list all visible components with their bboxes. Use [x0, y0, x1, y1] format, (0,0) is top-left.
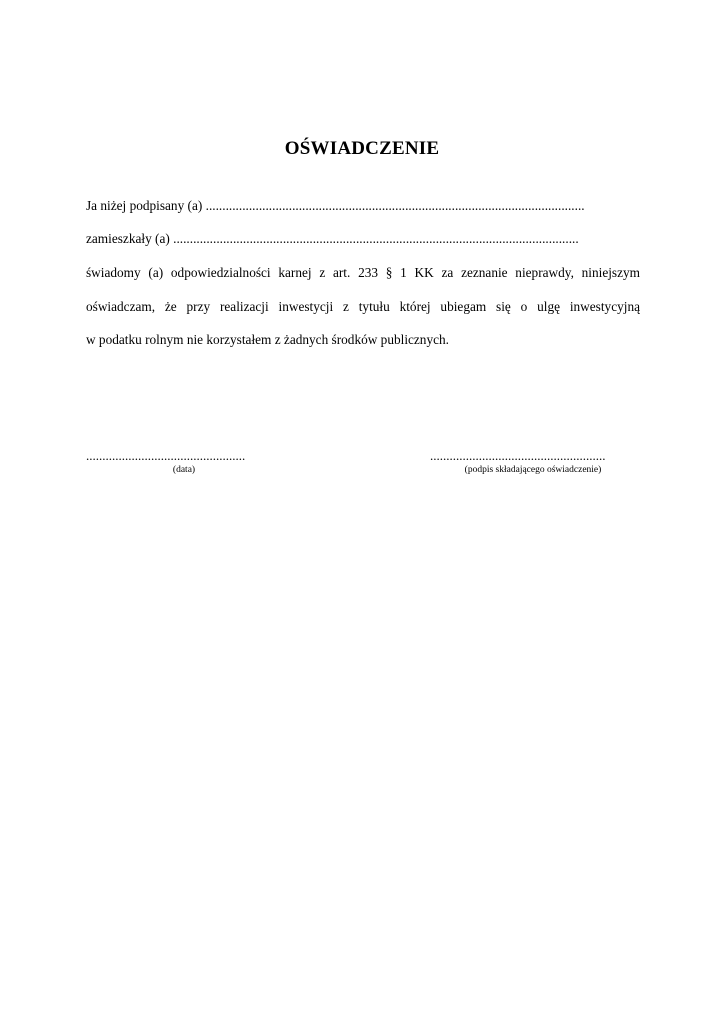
- signature-dotted-line: ......................................................: [430, 448, 606, 463]
- signature-caption: (podpis składającego oświadczenie): [464, 465, 602, 475]
- date-caption: (data): [172, 465, 196, 475]
- document-title: OŚWIADCZENIE: [284, 138, 440, 159]
- statement-line-3: w podatku rolnym nie korzystałem z żadnych środków publicznych.: [86, 332, 449, 347]
- statement-line-1: świadomy (a) odpowiedzialności karnej z art. 233 § 1 KK za zeznanie nieprawdy, niniejszym: [86, 265, 640, 280]
- statement-line-2: oświadczam, że przy realizacji inwestycji z tytułu której ubiegam się o ulgę inwestycyjną: [86, 299, 640, 314]
- residence-line: zamieszkały (a) ..........................................................................................................................: [86, 231, 579, 246]
- date-dotted-line: .................................................: [86, 448, 246, 463]
- declarant-name-line: Ja niżej podpisany (a) ..................................................................................................................: [86, 198, 585, 213]
